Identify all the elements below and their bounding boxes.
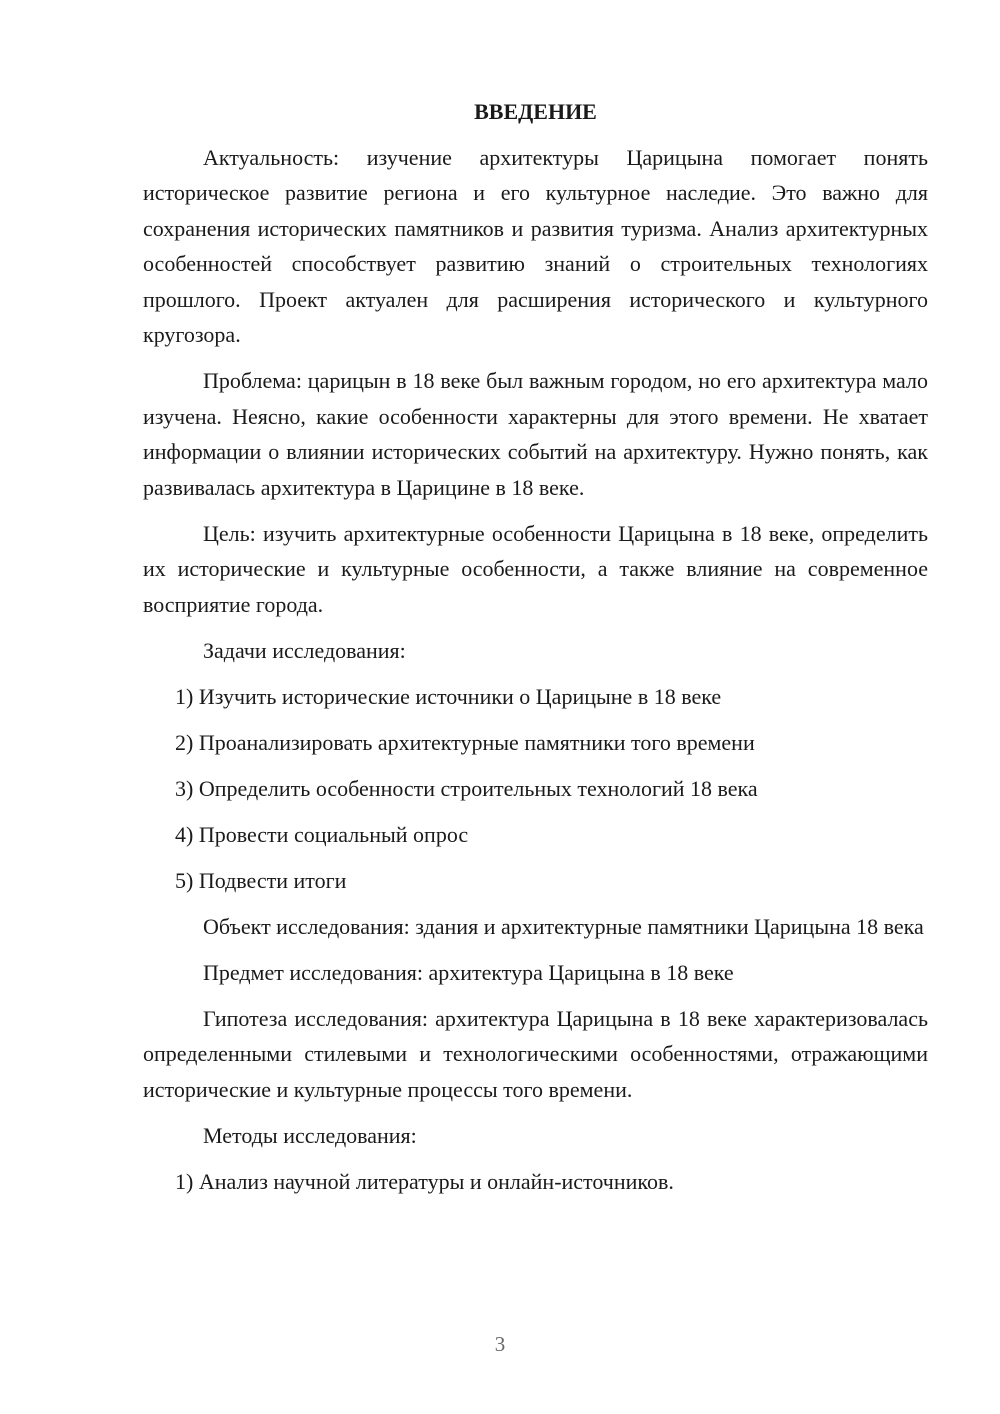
- relevance-paragraph: Актуальность: изучение архитектуры Царицына помогает понять историческое развитие региона и его культурное наследие. Это важно для сохранения исторических памятников и развития туризма. Анализ архитектурных особенностей способствует развитию знаний о строительных технологиях прошлого. Проект актуален для расширения исторического и культурного кругозора.: [143, 144, 928, 347]
- hypothesis-paragraph: Гипотеза исследования: архитектура Царицына в 18 веке характеризовалась определенными стилевыми и технологическими особенностями, отражающими исторические и культурные процессы того времени.: [143, 1005, 928, 1102]
- list-item: 1) Изучить исторические источники о Царицыне в 18 веке: [175, 683, 722, 709]
- methods-heading: Методы исследования:: [203, 1122, 417, 1148]
- list-item: 1) Анализ научной литературы и онлайн-источников.: [175, 1168, 674, 1194]
- list-item: 3) Определить особенности строительных технологий 18 века: [175, 775, 758, 801]
- subject-paragraph: Предмет исследования: архитектура Царицына в 18 веке: [203, 959, 734, 985]
- list-item: 4) Провести социальный опрос: [175, 821, 469, 847]
- goal-paragraph: Цель: изучить архитектурные особенности Царицына в 18 веке, определить их исторические и культурные особенности, а также влияние на современное восприятие города.: [143, 520, 928, 617]
- problem-paragraph: Проблема: царицын в 18 веке был важным городом, но его архитектура мало изучена. Неясно, какие особенности характерны для этого времени. Не хватает информации о влиянии исторических событий на архитектуру. Нужно понять, как развивалась архитектура в Царицине в 18 веке.: [143, 368, 928, 500]
- list-item: 5) Подвести итоги: [175, 867, 347, 893]
- page-content: [143, 94, 928, 1210]
- object-paragraph: Объект исследования: здания и архитектурные памятники Царицына 18 века: [203, 913, 924, 939]
- tasks-heading: Задачи исследования:: [203, 637, 406, 663]
- list-item: 2) Проанализировать архитектурные памятники того времени: [175, 729, 755, 755]
- page-number: 3: [494, 1332, 506, 1356]
- page-title: ВВЕДЕНИЕ: [474, 99, 597, 124]
